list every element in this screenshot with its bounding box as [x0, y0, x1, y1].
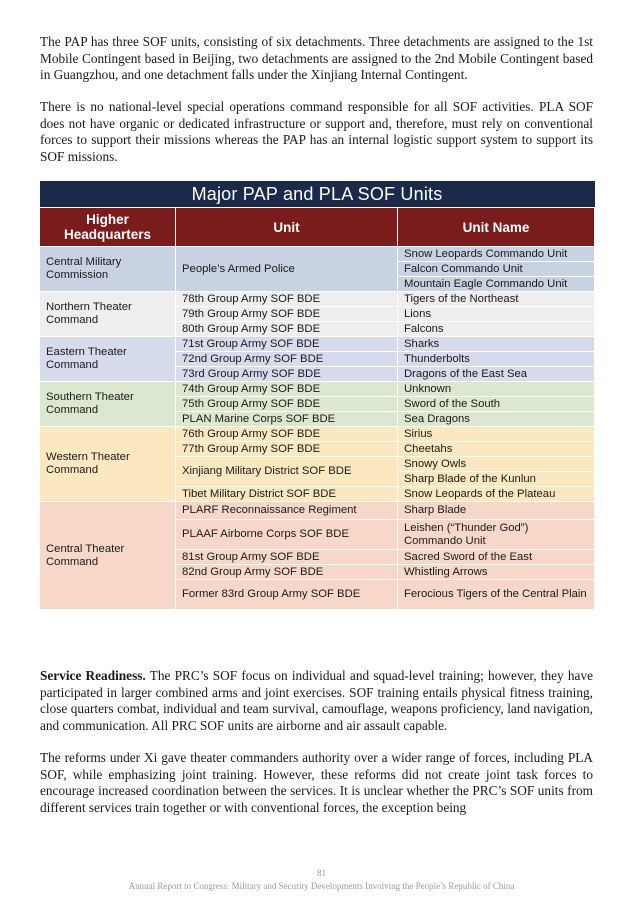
- unit-name-cell: Sea Dragons: [398, 412, 595, 427]
- unit-name-cell: Leishen (“Thunder God”) Commando Unit: [398, 520, 595, 550]
- hq-cell: Eastern Theater Command: [40, 337, 176, 382]
- table-row: [40, 502, 595, 520]
- service-readiness-text: The PRC’s SOF focus on individual and squad-level training; however, they have participated in larger combined arms and joint exercises. SOF training entails physical fitness training, close quarters combat, individual and team survival, camouflage, weapons proficiency, land navigation, and communication. All PRC SOF units are airborne and air assault capable.: [40, 668, 593, 733]
- table-row: [40, 382, 595, 397]
- unit-name-cell: Tigers of the Northeast: [398, 292, 595, 307]
- paragraph-reforms: The reforms under Xi gave theater commanders authority over a wider range of forces, including PLA SOF, while emphasizing joint training. However, these reforms did not create joint task forces to encourage increased coordination between the services. It is unclear whether the PRC’s SOF units from different services train together or with conventional forces, the exception being: [40, 750, 593, 815]
- unit-cell: 81st Group Army SOF BDE: [176, 550, 398, 565]
- unit-cell: 71st Group Army SOF BDE: [176, 337, 398, 352]
- report-title-footer: Annual Report to Congress: Military and Security Developments Involving the People’s Republic of China: [128, 881, 515, 891]
- unit-name-cell: Cheetahs: [398, 442, 595, 457]
- unit-name-cell: Whistling Arrows: [398, 565, 595, 580]
- unit-cell: PLARF Reconnaissance Regiment: [176, 502, 398, 520]
- unit-cell: 75th Group Army SOF BDE: [176, 397, 398, 412]
- service-readiness-heading: Service Readiness.: [40, 668, 146, 683]
- page-number: 81: [317, 868, 326, 878]
- hq-cell: Western Theater Command: [40, 427, 176, 502]
- unit-cell: PLAN Marine Corps SOF BDE: [176, 412, 398, 427]
- unit-name-cell: Thunderbolts: [398, 352, 595, 367]
- unit-name-cell: Mountain Eagle Commando Unit: [398, 277, 595, 292]
- unit-cell: 76th Group Army SOF BDE: [176, 427, 398, 442]
- unit-name-cell: Sirius: [398, 427, 595, 442]
- paragraph-pap-units: The PAP has three SOF units, consisting of six detachments. Three detachments are assigned to the 1st Mobile Contingent based in Beijing, two detachments are assigned to the 2nd Mobile Contingent based in Guangzhou, and one detachment falls under the Xinjiang Internal Contingent.: [40, 34, 593, 82]
- unit-cell: Former 83rd Group Army SOF BDE: [176, 580, 398, 610]
- hq-cell: Central Theater Command: [40, 502, 176, 610]
- hq-cell: Southern Theater Command: [40, 382, 176, 427]
- unit-name-cell: Lions: [398, 307, 595, 322]
- header-hq-line2: Headquarters: [63, 227, 152, 242]
- unit-cell: 73rd Group Army SOF BDE: [176, 367, 398, 382]
- unit-cell: 74th Group Army SOF BDE: [176, 382, 398, 397]
- unit-cell: Tibet Military District SOF BDE: [176, 487, 398, 502]
- unit-name-cell: Sword of the South: [398, 397, 595, 412]
- hq-cell: Northern Theater Command: [40, 292, 176, 337]
- table-row: [40, 427, 595, 442]
- unit-name-cell: Snowy Owls: [398, 457, 595, 472]
- unit-name-cell: Falcons: [398, 322, 595, 337]
- unit-cell: 79th Group Army SOF BDE: [176, 307, 398, 322]
- unit-cell: 72nd Group Army SOF BDE: [176, 352, 398, 367]
- unit-cell: 78th Group Army SOF BDE: [176, 292, 398, 307]
- unit-cell: Xinjiang Military District SOF BDE: [176, 457, 398, 487]
- unit-cell: People’s Armed Police: [176, 247, 398, 292]
- header-higher-headquarters: [40, 208, 176, 247]
- unit-name-cell: Dragons of the East Sea: [398, 367, 595, 382]
- unit-name-cell: Sharp Blade: [398, 502, 595, 520]
- header-unit-name: Unit Name: [398, 208, 595, 247]
- unit-name-cell: Falcon Commando Unit: [398, 262, 595, 277]
- sof-units-table: [39, 181, 595, 610]
- hq-cell: Central Military Commission: [40, 247, 176, 292]
- table-title: Major PAP and PLA SOF Units: [40, 181, 595, 208]
- unit-name-cell: Ferocious Tigers of the Central Plain: [398, 580, 595, 610]
- unit-cell: 80th Group Army SOF BDE: [176, 322, 398, 337]
- header-unit: Unit: [176, 208, 398, 247]
- unit-name-cell: Snow Leopards of the Plateau: [398, 487, 595, 502]
- paragraph-service-readiness: [40, 668, 593, 734]
- unit-name-cell: Sharp Blade of the Kunlun: [398, 472, 595, 487]
- unit-cell: 77th Group Army SOF BDE: [176, 442, 398, 457]
- unit-cell: 82nd Group Army SOF BDE: [176, 565, 398, 580]
- unit-name-cell: Sharks: [398, 337, 595, 352]
- paragraph-command-support: There is no national-level special operations command responsible for all SOF activities. PLA SOF does not have organic or dedicated infrastructure or support and, therefore, must rely on conventional forces to support their missions whereas the PAP has an internal logistic support system to support its SOF missions.: [40, 99, 593, 164]
- unit-name-cell: Unknown: [398, 382, 595, 397]
- table-row: [40, 337, 595, 352]
- unit-cell: PLAAF Airborne Corps SOF BDE: [176, 520, 398, 550]
- table-row: [40, 292, 595, 307]
- unit-name-cell: Snow Leopards Commando Unit: [398, 247, 595, 262]
- unit-name-cell: Sacred Sword of the East: [398, 550, 595, 565]
- header-hq-line1: Higher: [86, 212, 129, 227]
- table-row: [40, 247, 595, 262]
